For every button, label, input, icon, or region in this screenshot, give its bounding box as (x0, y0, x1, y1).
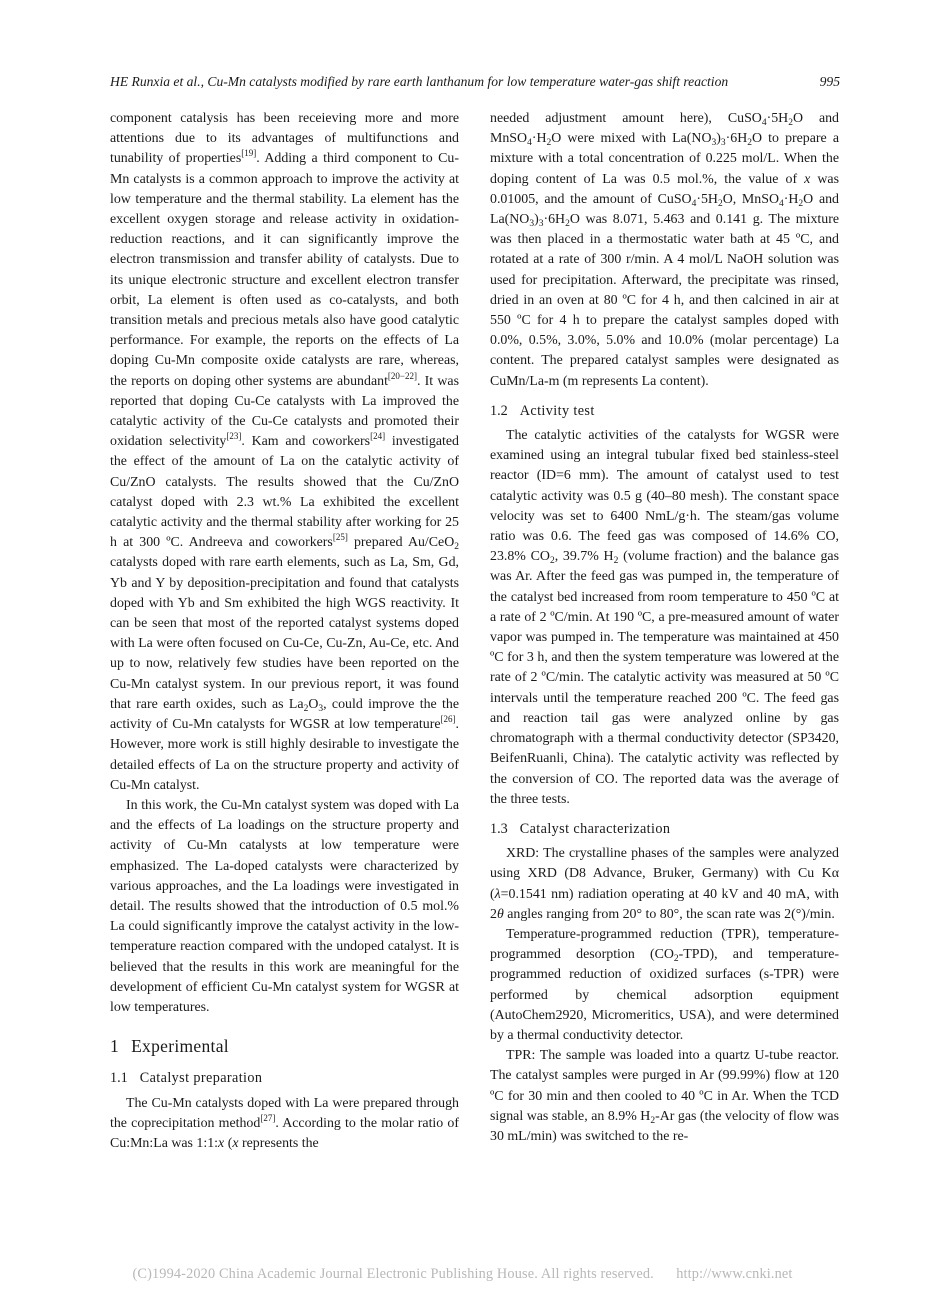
copyright-text: (C)1994-2020 China Academic Journal Electronic Publishing House. All rights reserved. (132, 1266, 654, 1282)
subsection-heading-activity-test: 1.2 Activity test (490, 402, 595, 419)
subsection-heading-catalyst-preparation: 1.1 Catalyst preparation (110, 1070, 263, 1087)
subsection-heading-catalyst-characterization: 1.3 Catalyst characterization (490, 820, 671, 837)
citation[interactable]: [23] (226, 431, 242, 442)
citation[interactable]: [24] (370, 431, 386, 442)
copyright-footer (0, 1266, 925, 1283)
paragraph-tpr: TPR: The sample was loaded into a quartz U-tube reactor. The catalyst samples were purged in Ar (99.99%) flow at 120 ºC for 30 min and then cooled to 40 ºC in Ar. When the TCD signal was stable, an 8.9% $H_2-Ar$ gas (the velocity of flow was 30 mL/min) was switched to the re- (490, 1048, 839, 1144)
citation[interactable]: [20−22] (387, 370, 417, 381)
running-title: HE Runxia et al., Cu-Mn catalysts modified by rare earth lanthanum for low temperature water-gas shift reaction (110, 74, 729, 89)
paragraph-intro-continued: component catalysis has been receieving more and more attentions due to its advantages of multifunctions and tunability of properties[19]. Adding a third component to Cu-Mn catalysts is a common approach to improve the activity at low temperature and the thermal stability. La element has the excellent oxygen storage and release activity in oxidation-reduction reactions, and it can significantly improve the electron transmission and transfer ability of catalysts. Due to its unique electronic structure and excellent electron transfer orbit, La element is often used as co-catalysts, and both transition metals and precious metals also have good catalytic performance. For example, the reports on the effects of La doping Cu-Mn composite oxide catalysts are rare, whereas, the reports on doping other systems are abundant[20−22]. It was reported that doping Cu-Ce catalysts with La improved the catalytic activity of the Cu-Ce catalysts and promoted their oxidation selectivity[23]. Kam and coworkers[24] investigated the effect of the amount of La on the catalytic activity of Cu/ZnO catalysts. The results showed that the Cu/ZnO catalyst doped with 2.3 wt.% La exhibited the excellent catalytic activity and the thermal stability after working for 25 h at 300 ºC. Andreeva and coworkers[25] prepared Au/CeO$_2$ catalysts doped with rare earth elements, such as La, Sm, Gd, Yb and Y by deposition-precipitation and found that catalysts doped with Yb and Sm exhibited the high WGS reactivity. It can be seen that most of the reported catalyst systems doped with La were often focused on Cu-Ce, Cu-Zn, Au-Ce, etc. And up to now, relatively few studies have been reported on the Cu-Mn catalyst system. In our previous report, it was found that rare earth oxides, such as $La_2O_3$, could improve the the activity of Cu-Mn catalysts for WGSR at low temperature[26]. However, more work is still highly desirable to investigate the detailed effects of La on the structure property and activity of Cu-Mn catalyst. (110, 111, 459, 793)
citation[interactable]: [19] (241, 148, 257, 159)
paragraph-this-work: In this work, the Cu-Mn catalyst system was doped with La and the effects of La loadings on the structure property and activity of Cu-Mn catalysts at low temperature were emphasized. The La-doped catalysts were characterized by various approaches, and the La loadings were investigated in detail. The results showed that the introduction of 0.5 mol.% La could significantly improve the catalyst activity in the low-temperature reaction compared with the undoped catalyst. It is believed that the results in this work are meaningful for the development of efficient Cu-Mn catalyst system for WGSR at low temperatures. (110, 797, 459, 1015)
paragraph-activity-test: The catalytic activities of the catalysts for WGSR were examined using an integral tubular fixed bed stainless-steel reactor (ID=6 mm). The amount of catalyst used to test catalytic activity was 0.5 g (40–80 mesh). The constant space velocity was set to 6400 NmL/g·h. The steam/gas volume ratio was 0.6. The feed gas was composed of 14.6% CO, 23.8% $CO_2$, 39.7% $H_2$ (volume fraction) and the balance gas was Ar. After the feed gas was pumped in, the temperature of the catalyst bed increased from room temperature to 450 ºC at a rate of 2 ºC/min. At 190 ºC, a pre-measured amount of water vapor was pumped in. The temperature was maintained at 450 ºC for 3 h, and then the system temperature was lowered at the rate of 2 ºC/min. The catalytic activity was measured at 50 ºC intervals until the temperature reached 200 ºC. The feed gas and reaction tail gas were analyzed online by gas chromatograph with a thermal conductivity detector (SP3420, BeifenRuanli, China). The catalytic activity was reflected by the conversion of CO. The reported data was the average of the three tests. (490, 428, 839, 807)
right-column (490, 109, 839, 1147)
citation[interactable]: [25] (332, 532, 348, 543)
paragraph-tpr-overview: Temperature-programmed reduction (TPR), temperature-programmed desorption $(CO_2-TPD)$, and temperature-programmed reduction of oxidized surfaces (s-TPR) were performed by chemical adsorption equipment (AutoChem2920, Micromeritics, USA), and were determined by a thermal conductivity detector. (490, 926, 839, 1043)
paragraph-preparation: The Cu-Mn catalysts doped with La were prepared through the coprecipitation method[27]. According to the molar ratio of Cu:Mn:La was 1:1:x (x represents the (110, 1095, 459, 1151)
citation[interactable]: [27] (260, 1112, 276, 1123)
citation[interactable]: [26] (440, 714, 456, 725)
page-number: 995 (819, 74, 840, 89)
footer-url[interactable]: http://www.cnki.net (676, 1266, 793, 1282)
running-header (110, 74, 840, 90)
section-heading-experimental: 1 Experimental (110, 1036, 229, 1057)
paragraph-preparation-continued: needed adjustment amount here), $CuSO_4\cdot 5H_2O$ and $MnSO_4\cdot H_2O$ were mixed with $La(NO_3)_3\cdot 6H_2O$ to prepare a mixture with a total concentration of 0.225 mol/L. When the doping content of La was 0.5 mol.%, the value of x was 0.01005, and the amount of $CuSO_4\cdot 5H_2O$, $MnSO_4\cdot H_2O$ and $La(NO_3)_3\cdot 6H_2O$ was 8.071, 5.463 and 0.141 g. The mixture was then placed in a thermostatic water bath at 45 ºC, and rotated at a rate of 300 r/min. A 4 mol/L NaOH solution was used for precipitation. Afterward, the precipitate was rinsed, dried in an oven at 80 ºC for 4 h, and then calcined in air at 550 ºC for 4 h to prepare the catalyst samples doped with 0.0%, 0.5%, 3.0%, 5.0% and 10.0% (molar percentage) La content. The prepared catalyst samples were designated as CuMn/La-m (m represents La content). (490, 111, 840, 389)
paragraph-xrd: XRD: The crystalline phases of the samples were analyzed using XRD (D8 Advance, Bruker, Germany) with Cu Kα (λ=0.1541 nm) radiation operating at 40 kV and 40 mA, with 2θ angles ranging from 20° to 80°, the scan rate was 2(°)/min. (490, 846, 839, 922)
left-column (110, 109, 459, 1154)
